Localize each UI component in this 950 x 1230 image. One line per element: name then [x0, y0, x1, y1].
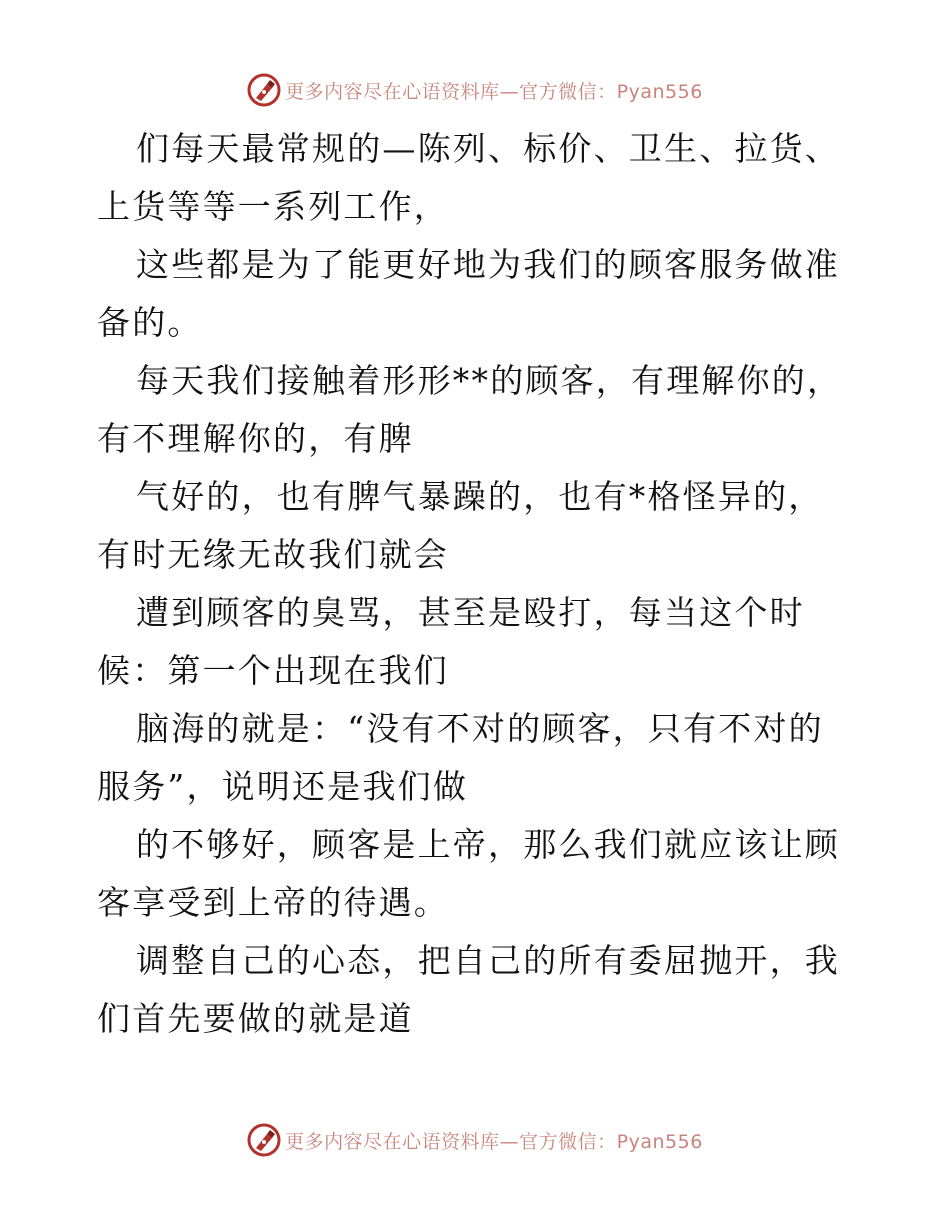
paragraph: 每天我们接触着形形**的顾客，有理解你的，有不理解你的，有脾	[97, 361, 843, 458]
paragraph: 脑海的就是：“没有不对的顾客，只有不对的服务”，说明还是我们做	[97, 709, 824, 806]
footer-watermark	[0, 1120, 950, 1160]
header-watermark	[0, 70, 950, 110]
paragraph: 这些都是为了能更好地为我们的顾客服务做准备的。	[97, 245, 840, 342]
footer-watermark-text: 更多内容尽在心语资料库—官方微信：Pyan556	[285, 1130, 703, 1153]
paragraph: 调整自己的心态，把自己的所有委屈抛开，我们首先要做的就是道	[97, 941, 840, 1038]
paragraph: 遭到顾客的臭骂，甚至是殴打，每当这个时候：第一个出现在我们	[97, 593, 805, 690]
pen-logo-icon	[247, 73, 281, 107]
paragraph: 的不够好，顾客是上帝，那么我们就应该让顾客享受到上帝的待遇。	[97, 825, 840, 922]
document-body	[97, 120, 857, 1048]
header-watermark-text: 更多内容尽在心语资料库—官方微信：Pyan556	[285, 80, 703, 103]
paragraph: 气好的，也有脾气暴躁的，也有*格怪异的，有时无缘无故我们就会	[97, 477, 824, 574]
paragraph: 们每天最常规的—陈列、标价、卫生、拉货、上货等等一系列工作，	[97, 129, 840, 226]
pen-logo-icon	[247, 1123, 281, 1157]
